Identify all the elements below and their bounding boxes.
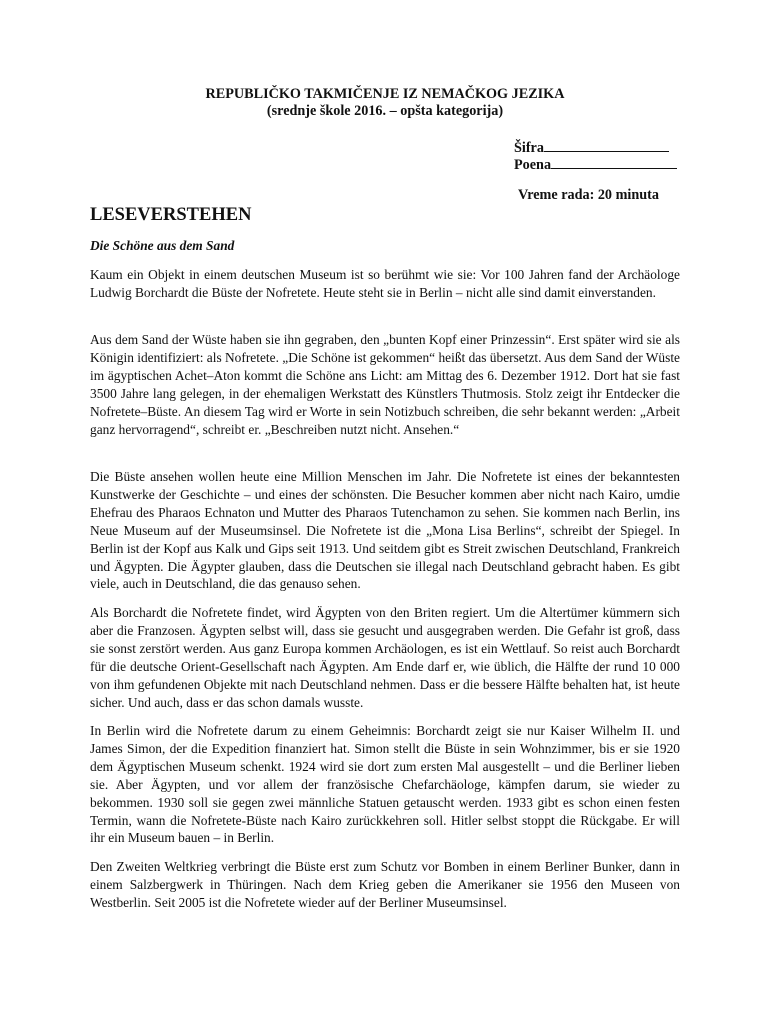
paragraph: Aus dem Sand der Wüste haben sie ihn gegraben, den „bunten Kopf einer Prinzessin“. Erst später wird sie als Königin identifiziert: als Nofretete. „Die Schöne ist gekommen“ heißt das übersetzt. Aus dem Sand der Wüste im ägyptischen Achet–Aton kommt die Schöne ans Licht: am Mittag des 6. Dezember 1912. Dort hat sie fast 3500 Jahre lang gelegen, in der ehemaligen Werkstatt des Künstlers Thutmosis. Stolz zeigt ihr Entdecker die Nofretete–Büste. An diesem Tag wird er Worte in sein Notizbuch schreiben, die sehr bekannt werden: „Arbeit ganz hervorragend“, schreibt er. „Beschreiben nutzt nicht. Ansehen.“ — [90, 332, 680, 437]
poena-blank-line — [551, 155, 677, 169]
poena-field — [514, 155, 677, 174]
paragraph: Als Borchardt die Nofretete findet, wird Ägypten von den Briten regiert. Um die Altertümer kümmern sich aber die Franzosen. Ägypten selbst will, dass sie gesucht und ausgegraben werden. Die Gefahr ist groß, dass sie sonst zerstört werden. Aus ganz Europa kommen Archäologen, es ist ein Wettlauf. So reist auch Borchardt für die deutsche Orient-Gesellschaft nach Ägypten. Am Ende darf er, wie üblich, die Hälfte der rund 10 000 von ihm gefundenen Objekte mit nach Deutschland nehmen. Dass er die bessere Hälfte behalten hat, ist heute sicher. Und auch, dass er das schon damals wusste. — [90, 605, 680, 710]
paragraph: Den Zweiten Weltkrieg verbringt die Büste erst zum Schutz vor Bomben in einem Berliner Bunker, dann in einem Salzbergwerk in Thüringen. Nach dem Krieg geben die Amerikaner sie 1956 den Museen von Westberlin. Seit 2005 ist die Nofretete wieder auf der Berliner Museumsinsel. — [90, 859, 680, 910]
paragraph: Die Büste ansehen wollen heute eine Million Menschen im Jahr. Die Nofretete ist eines der bekanntesten Kunstwerke der Geschichte – und eines der schönsten. Die Besucher kommen aber nicht nach Kairo, umdie Ehefrau des Pharaos Echnaton und Mutter des Pharaos Tutenchamon zu sehen. Sie kommen nach Berlin, ins Neue Museum auf der Museumsinsel. Die Nofretete ist die „Mona Lisa Berlins“, schreibt der Spiegel. In Berlin ist der Kopf aus Kalk und Gips seit 1913. Und seitdem gibt es Streit zwischen Deutschland, Frankreich und Ägypten. Die Ägypter glauben, dass die Deutschen sie illegal nach Deutschland gebracht haben. Es gibt viele, auch in Deutschland, die das genauso sehen. — [90, 469, 680, 592]
paragraph: In Berlin wird die Nofretete darum zu einem Geheimnis: Borchardt zeigt sie nur Kaiser Wilhelm II. und James Simon, der die Expedition finanziert hat. Simon stellt die Büste in sein Wohnzimmer, bis er sie 1920 dem Ägyptischen Museum schenkt. 1924 wird sie dort zum ersten Mal ausgestellt – und die Berliner lieben sie. Aber Ägypten, und vor allem der französische Chefarchäologe, kämpfen darum, sie wieder zu bekommen. 1930 soll sie gegen zwei männliche Statuen getauscht werden. 1933 gibt es schon einen festen Termin, wann die Nofretete-Büste nach Kairo zurückkehren soll. Hitler selbst stoppt die Rückgabe. Er will ihr ein Museum bauen – in Berlin. — [90, 723, 680, 846]
text-title: Die Schöne aus dem Sand — [90, 238, 235, 253]
sifra-label: Šifra — [514, 140, 544, 156]
poena-label: Poena — [514, 157, 552, 173]
time-limit: Vreme rada: 20 minuta — [518, 187, 659, 203]
sifra-blank-line — [544, 138, 669, 152]
paragraph: Kaum ein Objekt in einem deutschen Museum ist so berühmt wie sie: Vor 100 Jahren fand der Archäologe Ludwig Borchardt die Büste der Nofretete. Heute steht sie in Berlin – nicht alle sind damit einverstanden. — [90, 267, 680, 300]
document-subtitle: (srednje škole 2016. – opšta kategorija) — [266, 103, 504, 119]
document-title: REPUBLIČKO TAKMIČENJE IZ NEMAČKOG JEZIKA — [205, 86, 565, 102]
section-heading: LESEVERSTEHEN — [90, 205, 252, 225]
